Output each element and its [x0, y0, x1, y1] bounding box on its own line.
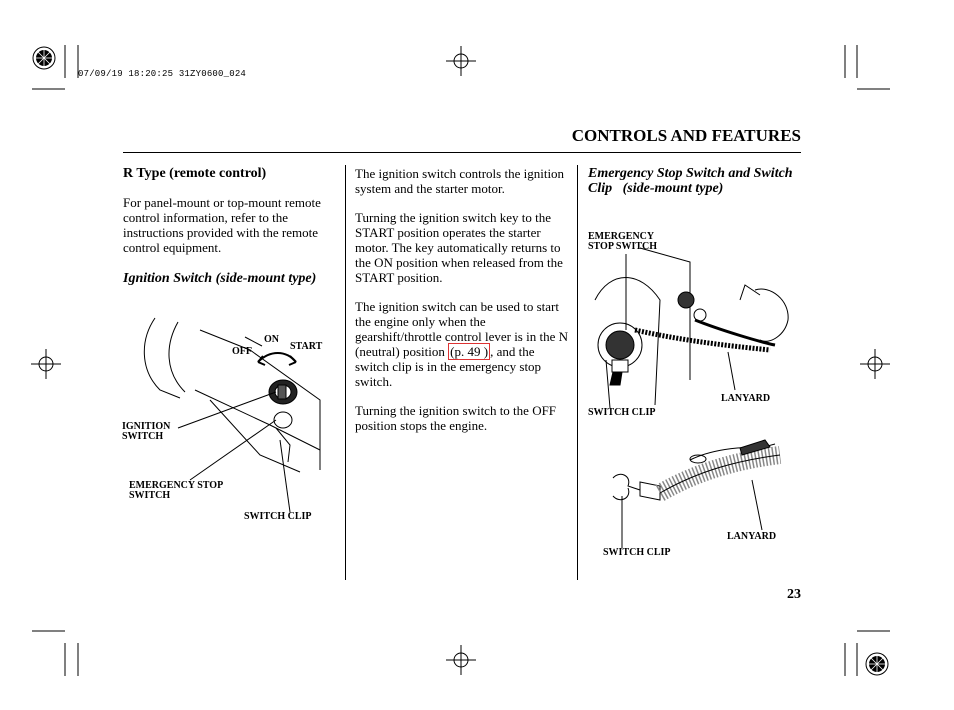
r-type-paragraph: For panel-mount or top-mount remote control information, refer to the instructions provided with the remote control equipment.	[123, 195, 321, 255]
ignition-switch-heading: Ignition Switch (side-mount type)	[123, 271, 317, 286]
label-lanyard-bottom: LANYARD	[727, 531, 777, 542]
column-divider-left	[345, 165, 346, 580]
label-emergency-stop-switch: EMERGENCY STOP SWITCH	[129, 480, 223, 501]
paragraph-3-end: , and the switch clip is in the emergency stop switch.	[355, 344, 542, 389]
label-off: OFF	[232, 346, 252, 357]
paragraph-2: Turning the ignition switch key to the START position operates the starter motor. The key automatically returns to the ON position when released from the START position.	[355, 210, 563, 285]
label-start: START	[290, 341, 323, 352]
print-stamp: 07/09/19 18:20:25 31ZY0600_024	[78, 69, 247, 79]
page-number: 23	[787, 587, 801, 602]
left-column	[123, 166, 335, 286]
label-switch-clip-bottom: SWITCH CLIP	[603, 547, 671, 558]
right-column	[588, 166, 800, 196]
emergency-stop-illustration	[595, 248, 788, 408]
label-emergency-stop-switch-right: EMERGENCY STOP SWITCH	[588, 231, 658, 252]
paragraph-3-text: The ignition switch can be used to start the engine only when the gearshift/throttle control lever is in the N (neutral) position	[355, 299, 568, 359]
emergency-stop-heading: Emergency Stop Switch and Switch Clip (side-mount type)	[588, 166, 797, 196]
paragraph-3	[355, 299, 569, 389]
section-title: CONTROLS AND FEATURES	[571, 126, 801, 145]
label-lanyard-top: LANYARD	[721, 393, 771, 404]
r-type-heading: R Type (remote control)	[123, 166, 267, 181]
column-divider-right	[577, 165, 578, 580]
label-on: ON	[264, 334, 279, 345]
page-49-link[interactable]: (p. 49 )	[450, 344, 489, 359]
paragraph-4: Turning the ignition switch to the OFF position stops the engine.	[355, 403, 557, 433]
middle-column	[355, 166, 569, 447]
label-ignition-switch: IGNITION SWITCH	[122, 421, 171, 442]
label-switch-clip-top: SWITCH CLIP	[588, 407, 656, 418]
label-switch-clip: SWITCH CLIP	[244, 511, 312, 522]
paragraph-1: The ignition switch controls the ignition system and the starter motor.	[355, 166, 565, 196]
header-rule	[123, 152, 801, 153]
